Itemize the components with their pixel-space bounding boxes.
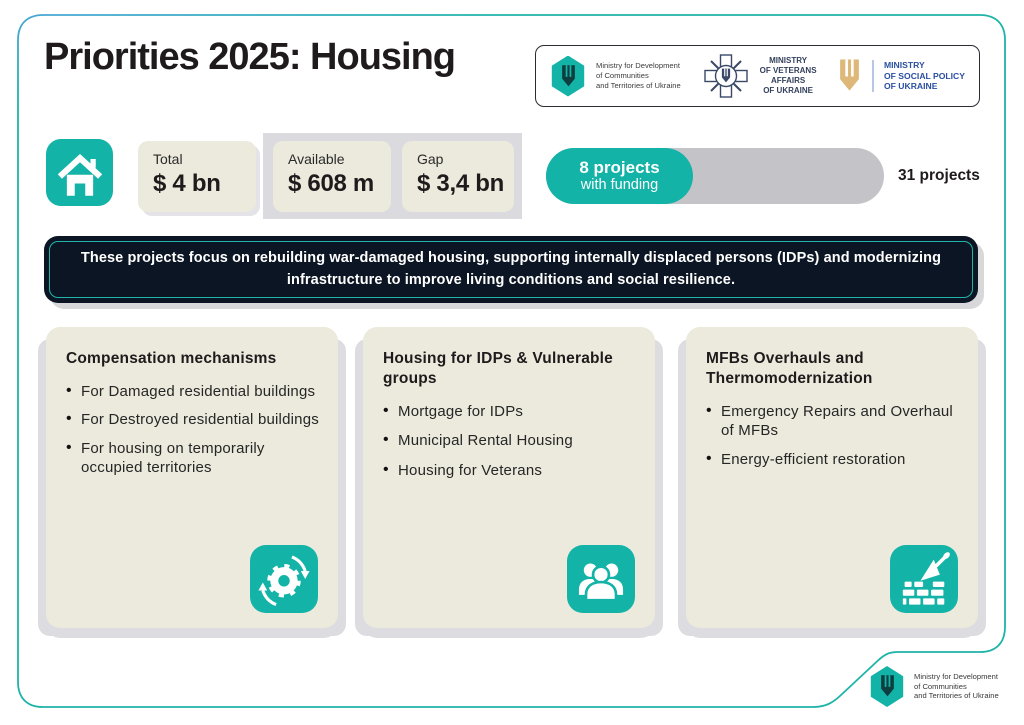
ministries-logo-strip xyxy=(535,45,980,107)
stat-total-label: Total xyxy=(153,151,183,167)
list-item: • For housing on temporarily occupied territories xyxy=(66,439,320,477)
people-group-icon xyxy=(567,545,635,613)
stat-available xyxy=(273,141,391,212)
list-item: • Emergency Repairs and Overhaul of MFBs xyxy=(706,402,960,440)
stat-available-label: Available xyxy=(288,151,345,167)
social-policy-trident-icon xyxy=(837,58,862,94)
projects-funded-pill xyxy=(546,148,693,204)
house-icon xyxy=(46,139,113,206)
veterans-logo-text: MINISTRY OF VETERANS AFFAIRS OF UKRAINE xyxy=(759,56,817,95)
page-title: Priorities 2025: Housing xyxy=(44,36,456,78)
funded-sub: with funding xyxy=(580,177,659,194)
list-item: • For Damaged residential buildings xyxy=(66,382,320,401)
stat-available-value: $ 608 m xyxy=(288,170,374,197)
footer-ministry-text: Ministry for Development of Communities and Territories of Ukraine xyxy=(914,671,999,701)
list-item: • Municipal Rental Housing xyxy=(383,431,637,450)
card-compensation-mechanisms xyxy=(46,327,338,628)
card-bullet-list xyxy=(706,402,960,469)
stat-gap xyxy=(402,141,514,212)
footer-ministry-logo xyxy=(869,666,999,707)
bricks-trowel-icon xyxy=(890,545,958,613)
stat-gap-value: $ 3,4 bn xyxy=(417,170,504,197)
card-title: Housing for IDPs & Vulnerable groups xyxy=(383,350,614,388)
card-title: MFBs Overhauls and Thermomodernization xyxy=(706,350,873,388)
card-bullet-list xyxy=(383,402,637,480)
summary-banner-text: These projects focus on rebuilding war-damaged housing, supporting internally displaced persons (IDPs) and modernizing infrastructure to improve living conditions and social resilience. xyxy=(80,250,942,288)
mindev-logo-text: Ministry for Development of Communities and Territories of Ukraine xyxy=(596,61,681,90)
gear-refresh-icon xyxy=(250,545,318,613)
card-title: Compensation mechanisms xyxy=(66,350,277,367)
stat-gap-label: Gap xyxy=(417,151,444,167)
summary-banner xyxy=(44,236,978,303)
summary-banner-inner xyxy=(49,241,973,298)
list-item: • Housing for Veterans xyxy=(383,461,637,480)
total-projects-label: 31 projects xyxy=(898,167,980,184)
stat-total xyxy=(138,141,256,212)
card-bullet-list xyxy=(66,382,320,477)
card-mfb-overhauls xyxy=(686,327,978,628)
veterans-emblem-icon xyxy=(702,52,750,100)
card-housing-idps xyxy=(363,327,655,628)
footer-trident-icon xyxy=(869,666,905,707)
mindev-trident-logo-icon xyxy=(550,56,586,97)
stat-total-value: $ 4 bn xyxy=(153,170,221,197)
funded-count: 8 projects xyxy=(579,157,660,177)
logo-divider xyxy=(872,60,874,92)
list-item: • Mortgage for IDPs xyxy=(383,402,637,421)
list-item: • For Destroyed residential buildings xyxy=(66,410,320,429)
social-policy-logo-text: MINISTRY OF SOCIAL POLICY OF UKRAINE xyxy=(883,59,965,92)
list-item: • Energy-efficient restoration xyxy=(706,450,960,469)
